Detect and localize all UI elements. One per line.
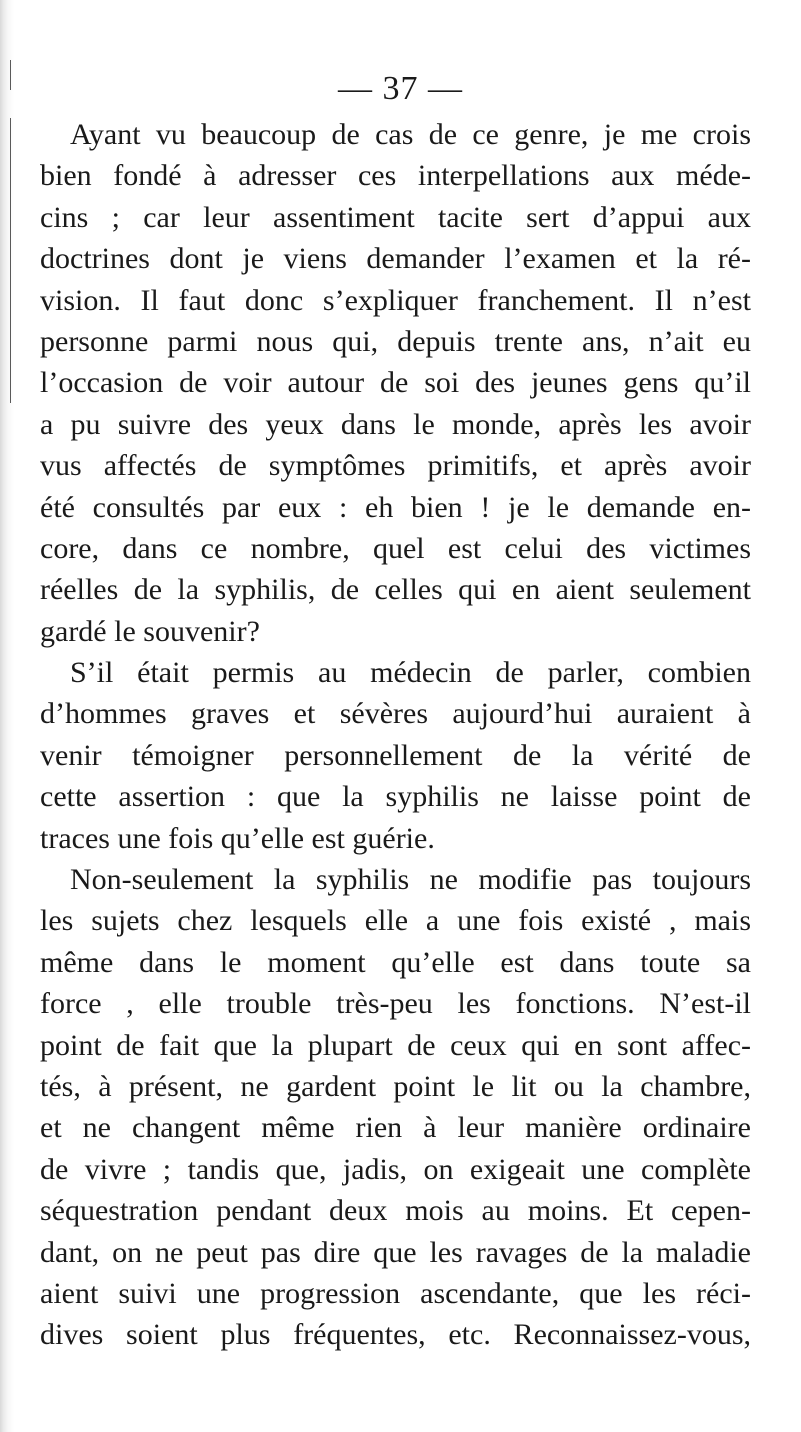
text-line: venir témoigner personnellement de la vérité de — [40, 738, 751, 772]
text-line: gardé le souvenir? — [40, 614, 260, 648]
text-line: dives soient plus fréquentes, etc. Reconnaissez-vous, — [40, 1318, 751, 1352]
text-line: doctrines dont je viens demander l’examen et la ré- — [40, 242, 751, 276]
text-line: bien fondé à adresser ces interpellations aux méde- — [40, 159, 751, 193]
text-line: de vivre ; tandis que, jadis, on exigeait une complète — [40, 1152, 751, 1186]
text-line: les sujets chez lesquels elle a une fois existé , mais — [40, 904, 751, 938]
text-line: réelles de la syphilis, de celles qui en aient seulement — [40, 573, 751, 607]
text-line: aient suivi une progression ascendante, que les réci- — [40, 1276, 751, 1310]
text-line: même dans le moment qu’elle est dans toute sa — [40, 945, 751, 979]
text-line: et ne changent même rien à leur manière ordinaire — [40, 1111, 751, 1145]
text-line: point de fait que la plupart de ceux qui en sont affec- — [40, 1028, 751, 1062]
scan-edge-shadow — [0, 0, 14, 1432]
text-line: vus affectés de symptômes primitifs, et après avoir — [40, 449, 751, 483]
text-line: d’hommes graves et sévères aujourd’hui auraient à — [40, 697, 751, 731]
text-line: a pu suivre des yeux dans le monde, après les avoir — [40, 407, 751, 441]
text-line: personne parmi nous qui, depuis trente ans, n’ait eu — [40, 324, 751, 358]
text-line: Non-seulement la syphilis ne modifie pas toujours — [70, 863, 751, 897]
text-line: cette assertion : que la syphilis ne laisse point de — [40, 780, 751, 814]
margin-rule-mid — [10, 118, 11, 403]
text-line: traces une fois qu’elle est guérie. — [40, 821, 435, 855]
text-line: tés, à présent, ne gardent point le lit ou la chambre, — [40, 1069, 751, 1103]
text-line: core, dans ce nombre, quel est celui des victimes — [40, 531, 751, 565]
text-line: l’occasion de voir autour de soi des jeunes gens qu’il — [40, 366, 751, 400]
text-line: force , elle trouble très-peu les fonctions. N’est-il — [40, 987, 751, 1021]
text-line: Ayant vu beaucoup de cas de ce genre, je me crois — [70, 118, 751, 151]
text-line: été consultés par eux : eh bien ! je le demande en- — [40, 490, 751, 524]
text-line: séquestration pendant deux mois au moins. Et cepen- — [40, 1194, 751, 1228]
page-body — [40, 114, 751, 1356]
text-line: S’il était permis au médecin de parler, combien — [70, 656, 751, 690]
text-line: dant, on ne peut pas dire que les ravages de la maladie — [40, 1235, 751, 1269]
page-number: — 37 — — [338, 70, 463, 107]
text-line: vision. Il faut donc s’expliquer franchement. Il n’est — [40, 283, 751, 317]
text-line: cins ; car leur assentiment tacite sert d’appui aux — [40, 200, 751, 234]
